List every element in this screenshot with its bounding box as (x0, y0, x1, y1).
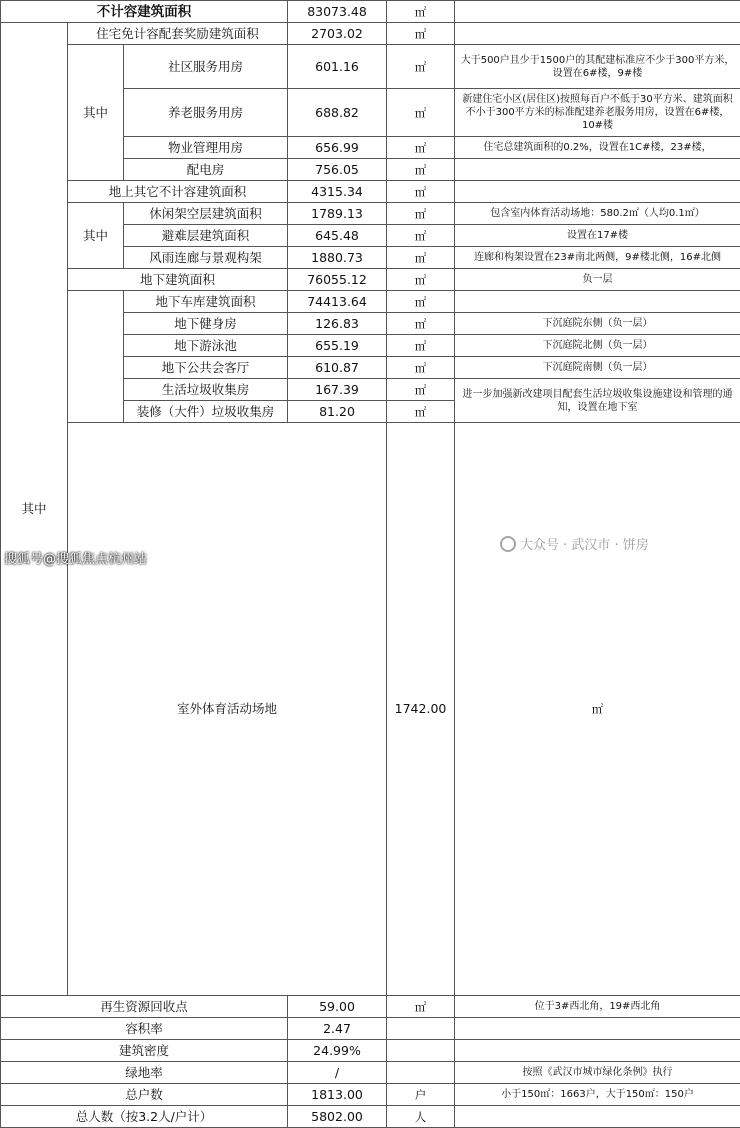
row-unit (387, 1018, 455, 1040)
row-value: 83073.48 (288, 1, 387, 23)
row-value: 126.83 (288, 313, 387, 335)
row-note (455, 23, 740, 45)
row-unit: ㎡ (387, 379, 455, 401)
row-note: 小于150㎡：1663户，大于150㎡：150户 (455, 1084, 740, 1106)
row-value: 81.20 (288, 401, 387, 423)
row-value: 24.99% (288, 1040, 387, 1062)
group-spacer (68, 291, 124, 423)
row-unit: 户 (387, 1084, 455, 1106)
row-name: 建筑密度 (1, 1040, 288, 1062)
row-name: 物业管理用房 (124, 137, 288, 159)
row-unit: ㎡ (387, 23, 455, 45)
row-note: 按照《武汉市城市绿化条例》执行 (455, 1062, 740, 1084)
row-value: 4315.34 (288, 181, 387, 203)
row-unit: ㎡ (387, 313, 455, 335)
row-name: 不计容建筑面积 (1, 1, 288, 23)
row-name: 容积率 (1, 1018, 288, 1040)
row-value: 655.19 (288, 335, 387, 357)
row-value: 1880.73 (288, 247, 387, 269)
row-note (455, 291, 740, 313)
row-name: 总人数（按3.2人/户计） (1, 1106, 288, 1128)
table-row (1, 23, 740, 45)
table-row (1, 423, 740, 996)
row-unit: ㎡ (387, 996, 455, 1018)
row-value: 74413.64 (288, 291, 387, 313)
row-unit (387, 1040, 455, 1062)
row-unit: ㎡ (387, 159, 455, 181)
row-name: 装修（大件）垃圾收集房 (124, 401, 288, 423)
row-value: 59.00 (288, 996, 387, 1018)
row-value: 2.47 (288, 1018, 387, 1040)
row-name: 社区服务用房 (124, 45, 288, 89)
row-note (455, 181, 740, 203)
row-value: 601.16 (288, 45, 387, 89)
row-name: 配电房 (124, 159, 288, 181)
row-name: 休闲架空层建筑面积 (124, 203, 288, 225)
row-note: 下沉庭院北侧（负一层） (455, 335, 740, 357)
table-row (1, 1084, 740, 1106)
row-note (455, 1, 740, 23)
row-name: 地下车库建筑面积 (124, 291, 288, 313)
row-value: 688.82 (288, 89, 387, 137)
row-name: 风雨连廊与景观构架 (124, 247, 288, 269)
row-note: 设置在17#楼 (455, 225, 740, 247)
row-unit: ㎡ (387, 1, 455, 23)
row-note: 大于500户且少于1500户的其配建标准应不少于300平方米，设置在6#楼，9#楼 (455, 45, 740, 89)
row-unit: ㎡ (455, 423, 740, 996)
row-value: / (288, 1062, 387, 1084)
watermark-sohu: 搜狐号@搜狐焦点杭州站 (4, 548, 147, 567)
row-unit: ㎡ (387, 225, 455, 247)
table-row (1, 1106, 740, 1128)
row-name: 地下游泳池 (124, 335, 288, 357)
row-value: 1742.00 (387, 423, 455, 996)
row-note (455, 1040, 740, 1062)
table-row (1, 269, 740, 291)
row-unit: ㎡ (387, 335, 455, 357)
row-note: 位于3#西北角，19#西北角 (455, 996, 740, 1018)
row-note: 新建住宅小区(居住区)按照每百户不低于30平方米、建筑面积不小于300平方米的标准配建养老服务用房，设置在6#楼，10#楼 (455, 89, 740, 137)
row-name: 室外体育活动场地 (68, 423, 387, 996)
row-name: 再生资源回收点 (1, 996, 288, 1018)
row-value: 2703.02 (288, 23, 387, 45)
row-value: 645.48 (288, 225, 387, 247)
row-name: 总户数 (1, 1084, 288, 1106)
watermark-wechat-text: 大众号 · 武汉市 · 饼房 (520, 534, 649, 553)
row-note: 进一步加强新改建项目配套生活垃圾收集设施建设和管理的通知，设置在地下室 (455, 379, 740, 423)
row-note: 住宅总建筑面积的0.2%，设置在1C#楼，23#楼， (455, 137, 740, 159)
row-unit: ㎡ (387, 247, 455, 269)
row-note: 下沉庭院南侧（负一层） (455, 357, 740, 379)
row-name: 地下建筑面积 (68, 269, 288, 291)
row-unit: ㎡ (387, 291, 455, 313)
table-row (1, 181, 740, 203)
row-value: 610.87 (288, 357, 387, 379)
row-value: 167.39 (288, 379, 387, 401)
row-name: 养老服务用房 (124, 89, 288, 137)
row-note: 下沉庭院东侧（负一层） (455, 313, 740, 335)
table-row (1, 1, 740, 23)
wechat-logo-icon (500, 536, 516, 552)
row-unit: ㎡ (387, 89, 455, 137)
row-name: 地下健身房 (124, 313, 288, 335)
row-name: 绿地率 (1, 1062, 288, 1084)
table-row (1, 1040, 740, 1062)
row-value: 1789.13 (288, 203, 387, 225)
table-row (1, 45, 740, 89)
row-name: 生活垃圾收集房 (124, 379, 288, 401)
row-note: 包含室内体育活动场地：580.2㎡（人均0.1㎡） (455, 203, 740, 225)
row-name: 地上其它不计容建筑面积 (68, 181, 288, 203)
table-row (1, 996, 740, 1018)
row-note (455, 1106, 740, 1128)
group-label-inner-a: 其中 (68, 45, 124, 181)
table-row (1, 1062, 740, 1084)
group-label-outer: 其中 (1, 23, 68, 996)
watermark-wechat (500, 534, 649, 553)
row-unit: ㎡ (387, 45, 455, 89)
row-value: 756.05 (288, 159, 387, 181)
row-unit: 人 (387, 1106, 455, 1128)
table-row (1, 203, 740, 225)
row-unit: ㎡ (387, 269, 455, 291)
table-row (1, 291, 740, 313)
row-value: 5802.00 (288, 1106, 387, 1128)
row-name: 地下公共会客厅 (124, 357, 288, 379)
row-unit: ㎡ (387, 401, 455, 423)
row-unit: ㎡ (387, 203, 455, 225)
group-label-inner-b: 其中 (68, 203, 124, 269)
row-value: 1813.00 (288, 1084, 387, 1106)
row-unit (387, 1062, 455, 1084)
row-note (455, 1018, 740, 1040)
row-note (455, 159, 740, 181)
row-unit: ㎡ (387, 181, 455, 203)
row-unit: ㎡ (387, 357, 455, 379)
row-unit: ㎡ (387, 137, 455, 159)
row-value: 656.99 (288, 137, 387, 159)
row-note: 连廊和构架设置在23#南北两侧，9#楼北侧，16#北侧 (455, 247, 740, 269)
row-name: 住宅免计容配套奖励建筑面积 (68, 23, 288, 45)
row-note: 负一层 (455, 269, 740, 291)
table-row (1, 1018, 740, 1040)
row-value: 76055.12 (288, 269, 387, 291)
row-name: 避难层建筑面积 (124, 225, 288, 247)
